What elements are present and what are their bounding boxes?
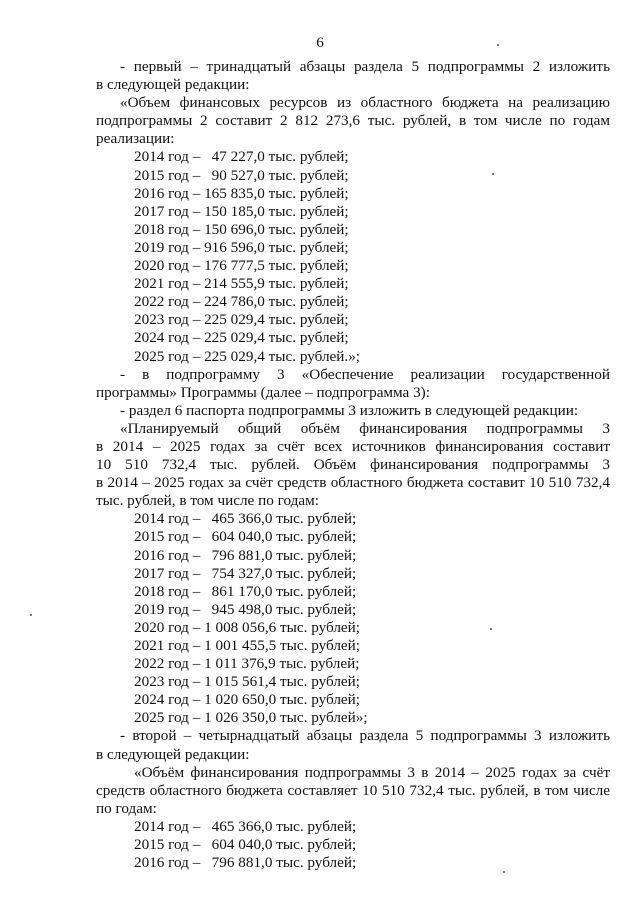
year-line: 2021 год – 1 001 455,5 тыс. рублей; [134,637,361,654]
year-line: 2018 год – 861 170,0 тыс. рублей; [134,582,357,600]
scan-speck [503,871,505,873]
quote-2-line5: тыс. рублей, в том числе по годам: [96,492,319,510]
year-line: 2017 год – 150 185,0 тыс. рублей; [134,202,349,220]
year-line: 2016 год – 796 881,0 тыс. рублей; [134,546,357,564]
year-line: 2015 год – 604 040,0 тыс. рублей; [134,836,357,854]
paragraph-intro-1-cont: в следующей редакции: [96,76,250,94]
year-line: 2022 год – 1 011 376,9 тыс. рублей; [134,655,360,673]
paragraph-intro-2: - в подпрограмму 3 «Обеспечение реализации государственной [120,365,610,383]
year-line: 2014 год – 465 366,0 тыс. рублей; [134,817,357,835]
document-body [96,58,610,872]
scan-speck [497,44,499,46]
quote-3-line1: «Объём финансирования подпрограммы 3 в 2014 – 2025 годах за счёт [134,763,610,781]
paragraph-sub-2: - раздел 6 паспорта подпрограммы 3 изложить в следующей редакции: [120,401,579,419]
year-line: 2023 год – 1 015 561,4 тыс. рублей; [134,673,361,691]
quote-1-line3: реализации: [96,130,175,148]
quote-2-line1: «Планируемый общий объём финансирования подпрограммы 3 [120,419,610,437]
paragraph-intro-2-cont: программы» Программы (далее – подпрограмма 3): [96,383,430,401]
year-line: 2025 год – 225 029,4 тыс. рублей.»; [134,347,361,365]
year-line: 2016 год – 796 881,0 тыс. рублей; [134,854,357,872]
year-line: 2014 год – 47 227,0 тыс. рублей; [134,148,349,166]
scan-speck [492,173,494,175]
page-number: 6 [316,34,324,51]
year-line: 2016 год – 165 835,0 тыс. рублей; [134,184,349,202]
year-line: 2025 год – 1 026 350,0 тыс. рублей»; [134,709,368,727]
year-line: 2018 год – 150 696,0 тыс. рублей; [134,220,349,238]
year-line: 2021 год – 214 555,9 тыс. рублей; [134,275,349,293]
year-line: 2014 год – 465 366,0 тыс. рублей; [134,510,357,528]
quote-2-line4: в 2014 – 2025 годах за счёт средств областного бюджета составит 10 510 732,4 [96,474,610,492]
quote-1-line2: подпрограммы 2 составит 2 812 273,6 тыс. рублей, в том числе по годам [96,112,610,130]
paragraph-intro-1: - первый – тринадцатый абзацы раздела 5 подпрограммы 2 изложить [120,58,610,75]
quote-1-line1: «Объем финансовых ресурсов из областного бюджета на реализацию [120,94,610,112]
year-line: 2015 год – 90 527,0 тыс. рублей; [134,166,349,184]
year-line: 2024 год – 225 029,4 тыс. рублей; [134,329,349,347]
year-line: 2019 год – 916 596,0 тыс. рублей; [134,238,349,256]
paragraph-intro-3: - второй – четырнадцатый абзацы раздела 5 подпрограммы 3 изложить [120,727,610,745]
year-line: 2015 год – 604 040,0 тыс. рублей; [134,528,357,546]
year-line: 2020 год – 1 008 056,6 тыс. рублей; [134,618,361,636]
year-line: 2020 год – 176 777,5 тыс. рублей; [134,257,349,275]
scan-speck [30,614,32,616]
year-line: 2017 год – 754 327,0 тыс. рублей; [134,564,357,582]
year-line: 2019 год – 945 498,0 тыс. рублей; [134,600,357,618]
quote-2-line3: 10 510 732,4 тыс. рублей. Объём финансирования подпрограммы 3 [96,456,610,474]
paragraph-intro-3-cont: в следующей редакции: [96,745,250,763]
quote-3-line3: по годам: [96,799,157,817]
year-line: 2022 год – 224 786,0 тыс. рублей; [134,293,349,311]
quote-3-line2: средств областного бюджета составляет 10 510 732,4 тыс. рублей, в том числе [96,781,610,799]
quote-2-line2: в 2014 – 2025 годах за счёт всех источников финансирования составит [96,437,610,455]
year-line: 2024 год – 1 020 650,0 тыс. рублей; [134,691,361,709]
scan-speck [490,628,492,630]
year-line: 2023 год – 225 029,4 тыс. рублей; [134,311,349,329]
